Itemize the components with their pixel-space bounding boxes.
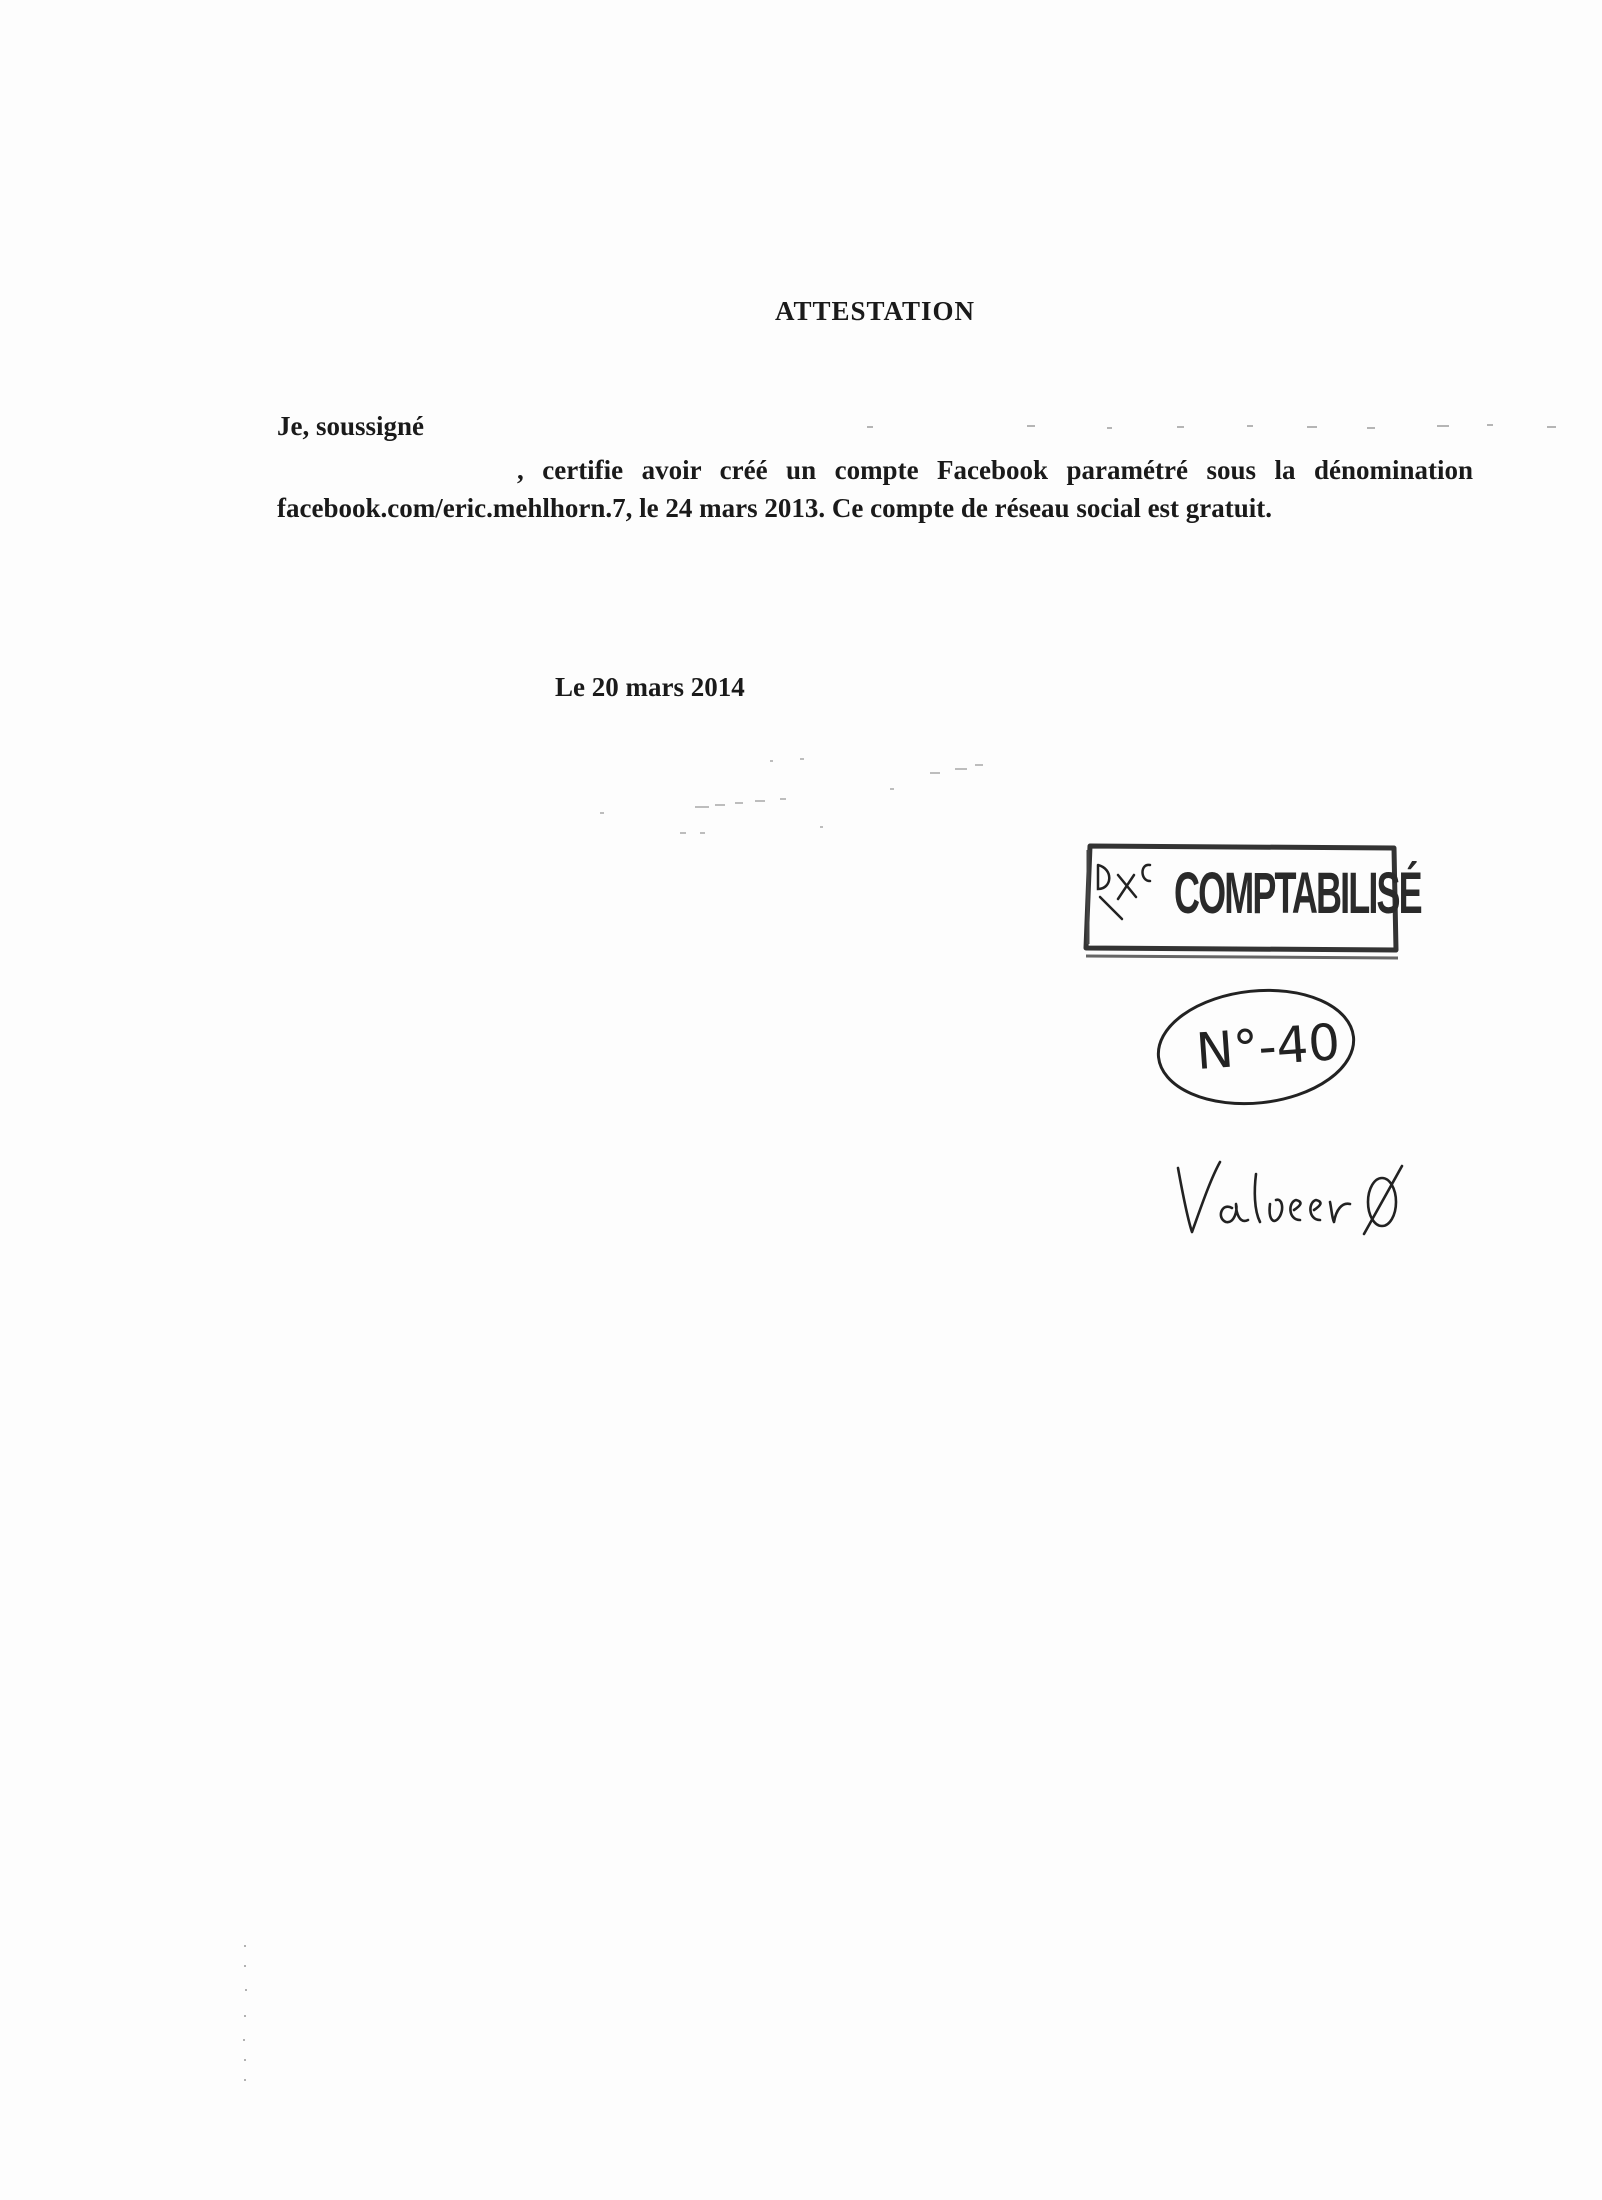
opening-text: Je, soussigné (277, 411, 425, 441)
stamp-text: COMPTABILISÉ (1174, 861, 1421, 926)
handwritten-number: N°-40 (1194, 1013, 1342, 1081)
stamp-initials-handwriting (1088, 855, 1168, 925)
redacted-name-trace (847, 421, 1602, 433)
margin-marks (240, 1945, 250, 2085)
faded-signature-trace (590, 750, 1050, 850)
handwritten-valeur-note (1170, 1150, 1410, 1240)
document-title: ATTESTATION (774, 296, 976, 326)
opening-line (277, 407, 1473, 445)
date-line: Le 20 mars 2014 (555, 672, 745, 702)
attestation-paragraph: , certifie avoir créé un compte Facebook paramétré sous la dénomination facebook.com/eric.mehlhorn.7, le 24 mars 2013. Ce compte de réseau social est gratuit. (277, 455, 1473, 523)
